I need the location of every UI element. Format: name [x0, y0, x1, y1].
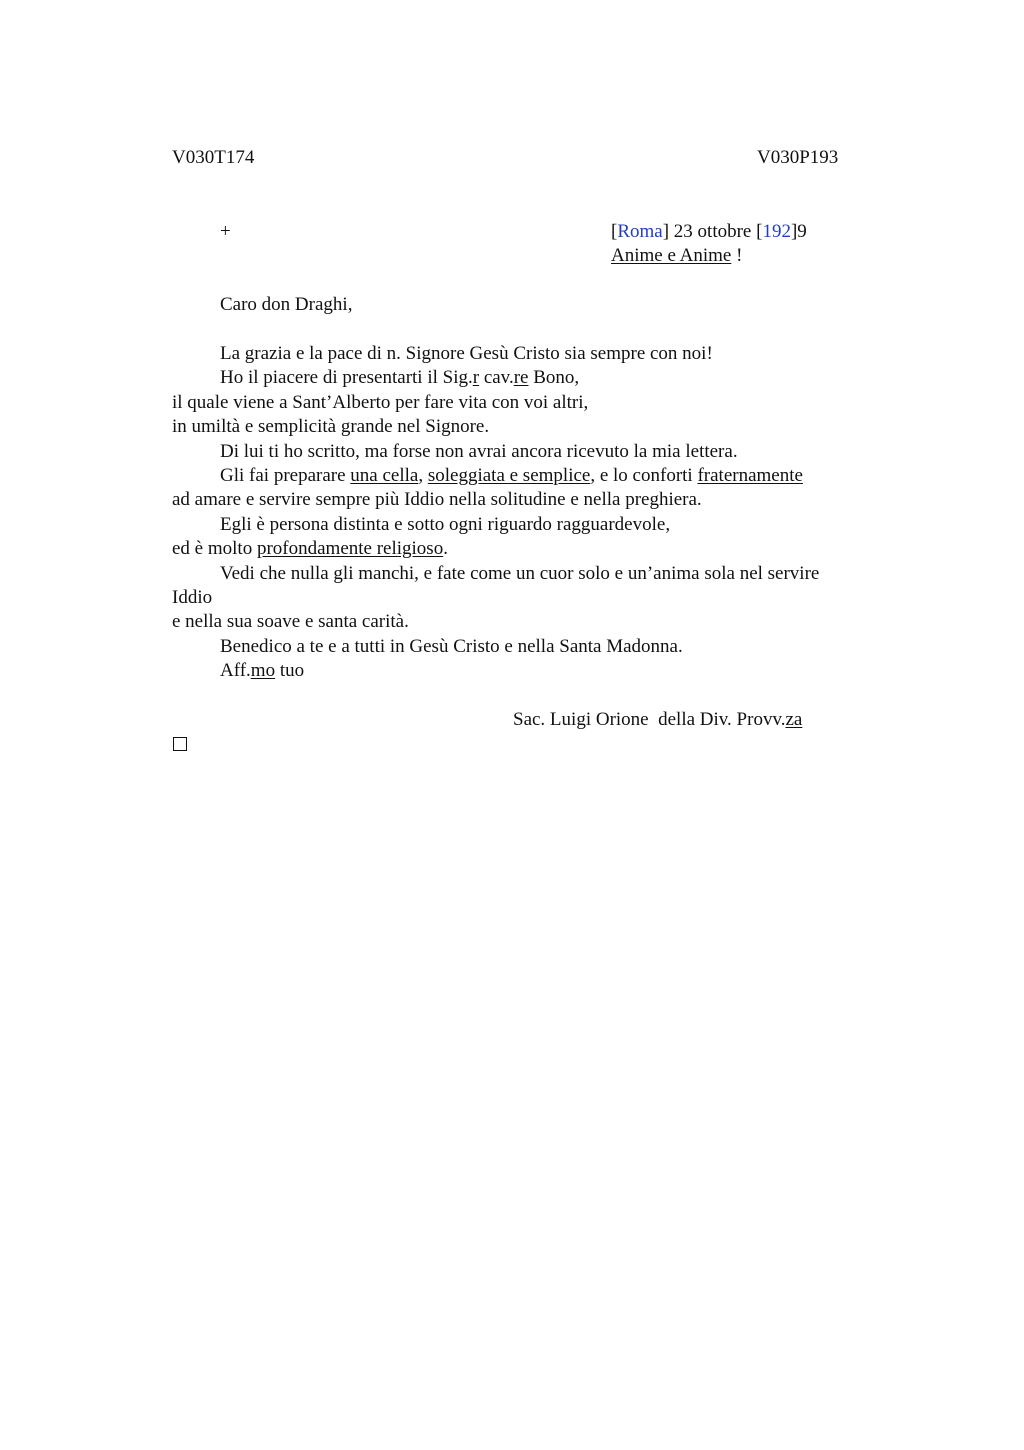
body-line-9 [172, 537, 892, 561]
dateline-place: Roma [617, 221, 663, 242]
archive-code-left: V030T174 [172, 147, 255, 168]
body-line-10: Vedi che nulla gli manchi, e fate come un cuor solo e un’anima sola nel servire [220, 562, 820, 584]
body-line-5: Di lui ti ho scritto, ma forse non avrai ancora ricevuto la mia lettera. [220, 440, 738, 462]
body-line-14-a: Aff. [220, 660, 251, 682]
salutation: Caro don Draghi, [220, 294, 353, 315]
dateline-open: [ [611, 221, 618, 242]
body-line-2-a: Ho il piacere di presentarti il Sig. [220, 367, 473, 389]
cross-mark: + [220, 221, 231, 242]
body-line-12: e nella sua soave e santa carità. [172, 611, 409, 633]
empty-square-mark [173, 737, 187, 751]
body-line-14 [172, 659, 892, 683]
body-line-6-fraternamente: fraternamente [697, 464, 803, 486]
body-line-6-soleggiata: soleggiata e semplice [427, 464, 591, 486]
body-line-2-c: cav. [479, 367, 514, 389]
dateline-year-part: 192 [762, 221, 791, 242]
body-line-9-a: ed è molto [172, 538, 257, 560]
body-line-4: in umiltà e semplicità grande nel Signore. [172, 416, 490, 438]
body-line-1: La grazia e la pace di n. Signore Gesù Cristo sia sempre con noi! [220, 343, 713, 364]
motto-suffix: ! [731, 245, 743, 266]
body-line-2-sup-re: re [513, 367, 529, 389]
body-line-6 [172, 464, 892, 488]
body-line-6-a: Gli fai preparare [220, 464, 351, 486]
signature-text: Sac. Luigi Orione della Div. Provv. [513, 709, 786, 730]
body-line-6-una-cella: una cella [350, 464, 419, 486]
body-line-13: Benedico a te e a tutti in Gesù Cristo e nella Santa Madonna. [220, 635, 683, 657]
signature [513, 708, 802, 732]
body-line-3: il quale viene a Sant’Alberto per fare vita con voi altri, [172, 391, 589, 413]
body-line-2-e: Bono, [528, 367, 580, 389]
body-line-6-c: , [418, 464, 428, 486]
body-line-14-c: tuo [275, 660, 305, 682]
body-line-9-religioso: profondamente religioso [256, 538, 444, 560]
signature-suffix: za [785, 709, 803, 730]
archive-code-right: V030P193 [757, 147, 839, 168]
body-line-9-c: . [443, 538, 448, 560]
body-line-6-e: , e lo conforti [590, 464, 698, 486]
body-line-8: Egli è persona distinta e sotto ogni riguardo ragguardevole, [220, 513, 671, 535]
letter-body [172, 342, 892, 683]
body-line-14-mo: mo [250, 660, 276, 682]
dateline-date: ] 23 ottobre [ [662, 221, 763, 242]
motto [611, 244, 742, 268]
body-line-2 [172, 366, 892, 390]
body-line-7: ad amare e servire sempre più Iddio nella solitudine e nella preghiera. [172, 489, 702, 511]
body-line-11: Iddio [172, 586, 213, 608]
dateline-year-end: ]9 [790, 221, 807, 242]
motto-text: Anime e Anime [611, 245, 732, 266]
body-line-2-sup-r: r [472, 367, 480, 389]
dateline [611, 220, 807, 244]
